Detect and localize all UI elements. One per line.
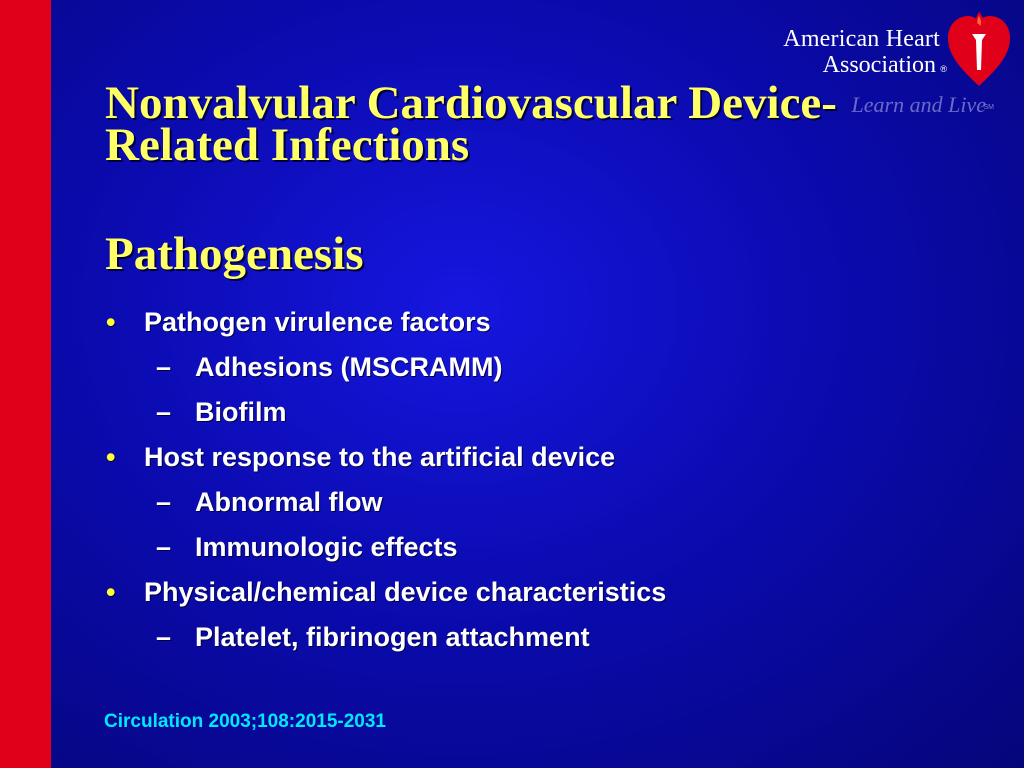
dash-marker: – xyxy=(156,622,172,652)
bullet-item xyxy=(104,435,666,480)
sub-bullet-item xyxy=(104,345,666,390)
bullet-marker: • xyxy=(106,577,116,607)
logo-line-1: American Heart xyxy=(783,26,940,52)
slide-subtitle: Pathogenesis xyxy=(105,228,364,280)
sub-bullet-item xyxy=(104,615,666,660)
bullet-item xyxy=(104,300,666,345)
bullet-text: Host response to the artificial device xyxy=(144,442,616,472)
sub-bullet-item xyxy=(104,525,666,570)
citation: Circulation 2003;108:2015-2031 xyxy=(104,711,386,732)
dash-marker: – xyxy=(156,352,172,382)
bullet-text: Pathogen virulence factors xyxy=(144,307,491,337)
logo-line-2: Association xyxy=(822,52,936,78)
sub-bullet-text: Platelet, fibrinogen attachment xyxy=(195,622,590,652)
sub-bullet-text: Abnormal flow xyxy=(195,487,383,517)
dash-marker: – xyxy=(156,487,172,517)
sub-bullet-item xyxy=(104,390,666,435)
dash-marker: – xyxy=(156,532,172,562)
sub-bullet-text: Immunologic effects xyxy=(195,532,458,562)
title-line-1: Nonvalvular Cardiovascular Device- xyxy=(105,77,837,129)
service-mark: SM xyxy=(983,104,994,111)
title-line-2: Related Infections xyxy=(105,119,470,171)
slide-title xyxy=(105,77,837,171)
bullet-marker: • xyxy=(106,307,116,337)
bullet-list xyxy=(104,300,666,660)
sub-bullet-item xyxy=(104,480,666,525)
sub-bullet-text: Adhesions (MSCRAMM) xyxy=(195,352,503,382)
logo-tagline: Learn and Live xyxy=(851,92,986,117)
registered-mark: ® xyxy=(940,64,947,74)
heart-torch-icon xyxy=(944,8,1014,90)
bullet-marker: • xyxy=(106,442,116,472)
dash-marker: – xyxy=(156,397,172,427)
bullet-text: Physical/chemical device characteristics xyxy=(144,577,667,607)
sub-bullet-text: Biofilm xyxy=(195,397,287,427)
bullet-item xyxy=(104,570,666,615)
left-accent-bar xyxy=(0,0,51,768)
